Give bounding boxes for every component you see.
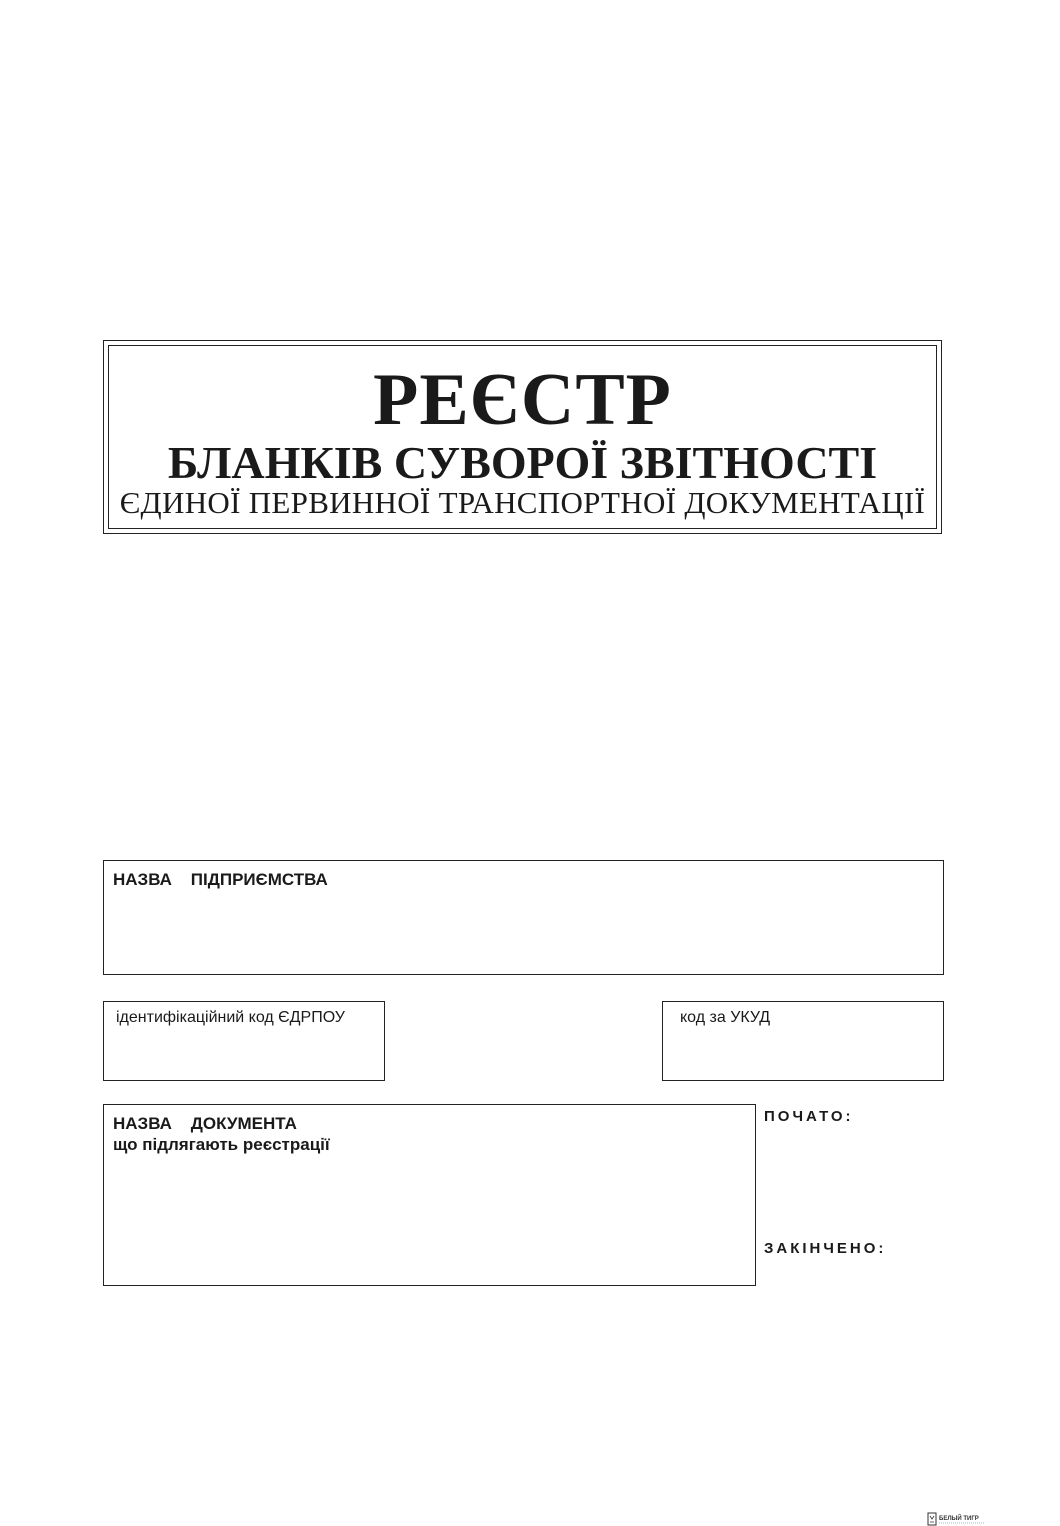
document-name-sublabel: що підлягають реєстрації <box>113 1135 330 1154</box>
finished-label: ЗАКІНЧЕНО: <box>764 1240 887 1257</box>
ukud-code-field[interactable] <box>662 1001 944 1081</box>
edrpou-code-field[interactable] <box>103 1001 385 1081</box>
started-label: ПОЧАТО: <box>764 1108 854 1125</box>
company-name-label: НАЗВА ПІДПРИЄМСТВА <box>113 870 328 889</box>
register-subtitle: БЛАНКІВ СУВОРОЇ ЗВІТНОСТІ <box>167 437 878 488</box>
ukud-code-label: код за УКУД <box>680 1009 771 1026</box>
document-name-field[interactable] <box>103 1104 756 1286</box>
title-inner-frame <box>108 345 937 529</box>
publisher-logo-text: БЕЛЫЙ ТИГР <box>939 1516 979 1522</box>
publisher-logo-glyph <box>930 1516 934 1522</box>
company-name-field[interactable] <box>103 860 944 975</box>
publisher-logo <box>927 1512 989 1526</box>
edrpou-code-label: ідентифікаційний код ЄДРПОУ <box>116 1009 345 1026</box>
document-name-label: НАЗВА ДОКУМЕНТА <box>113 1114 297 1133</box>
register-title: РЕЄСТР <box>373 359 672 441</box>
title-frame <box>103 340 942 534</box>
register-description: ЄДИНОЇ ПЕРВИННОЇ ТРАНСПОРТНОЇ ДОКУМЕНТАЦІЇ <box>119 485 926 520</box>
